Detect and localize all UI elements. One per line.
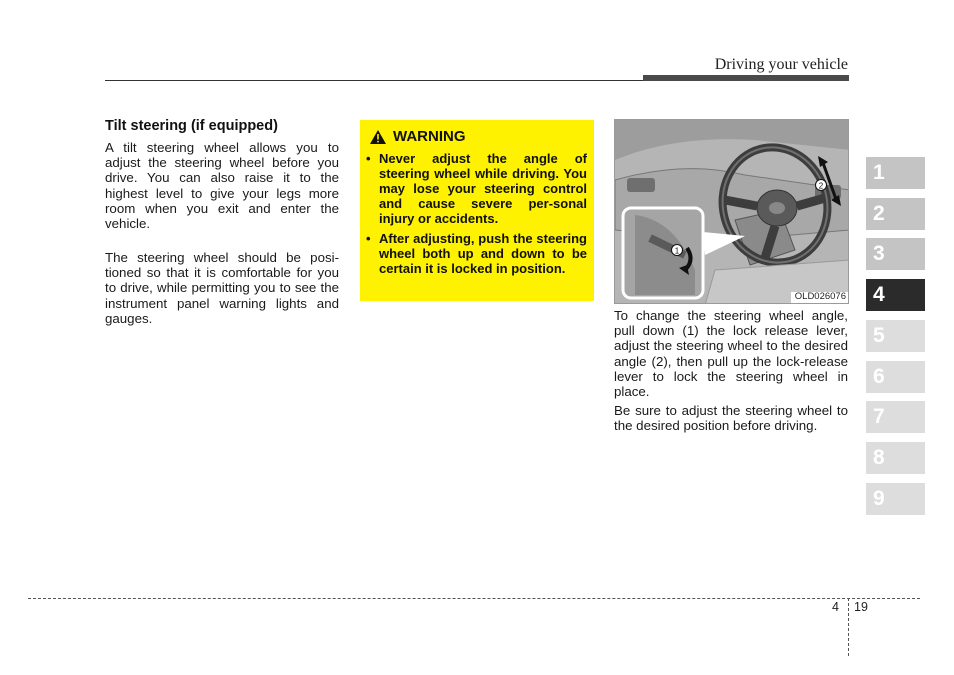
steering-wheel-drawing [615, 120, 849, 304]
footer-page-number: 19 [854, 600, 868, 614]
bullet: • [366, 151, 371, 166]
chapter-tab-3[interactable]: 3 [866, 238, 925, 270]
running-header: Driving your vehicle [714, 56, 848, 73]
warning-item [366, 231, 587, 276]
footer-divider [848, 598, 849, 656]
position-paragraph: The steering wheel should be posi-tioned so that it is comfortable for you to drive, while permitting you to see the instrument panel warning lights and gauges. [105, 250, 339, 326]
reminder-paragraph: Be sure to adjust the steering wheel to the desired position before driving. [614, 403, 848, 434]
callout-1-label: 1 [674, 246, 680, 256]
warning-triangle-icon [369, 129, 387, 145]
warning-item-text: After adjusting, push the steering wheel both up and down to be certain it is locked in position. [379, 231, 587, 276]
chapter-tab-2[interactable]: 2 [866, 198, 925, 230]
header-rule-accent [643, 75, 849, 81]
header-rule [105, 80, 643, 81]
warning-list [366, 151, 587, 281]
warning-heading [369, 128, 466, 145]
chapter-tab-4[interactable]: 4 [866, 279, 925, 311]
chapter-tab-6[interactable]: 6 [866, 361, 925, 393]
footer-rule [28, 598, 920, 599]
section-title: Tilt steering (if equipped) [105, 118, 278, 134]
warning-item [366, 151, 587, 226]
chapter-tab-8[interactable]: 8 [866, 442, 925, 474]
intro-paragraph: A tilt steering wheel allows you to adjust the steering wheel before you drive. You can also raise it to the highest level to give your legs more room when you exit and enter the vehicle. [105, 140, 339, 232]
warning-heading-text: WARNING [393, 128, 466, 145]
footer-section-number: 4 [832, 600, 839, 614]
chapter-tab-7[interactable]: 7 [866, 401, 925, 433]
figure-code: OLD026076 [794, 291, 846, 302]
warning-item-text: Never adjust the angle of steering wheel while driving. You may lose your steering control and cause severe per-sonal injury or accidents. [379, 151, 587, 226]
callout-2-label: 2 [818, 181, 824, 191]
steering-wheel-illustration [614, 119, 849, 304]
bullet: • [366, 231, 371, 246]
chapter-tab-5[interactable]: 5 [866, 320, 925, 352]
instruction-paragraph: To change the steering wheel angle, pull down (1) the lock release lever, adjust the steering wheel to the desired angle (2), then pull up the lock-release lever to lock the steering wheel in place. [614, 308, 848, 400]
chapter-tab-9[interactable]: 9 [866, 483, 925, 515]
chapter-tab-1[interactable]: 1 [866, 157, 925, 189]
